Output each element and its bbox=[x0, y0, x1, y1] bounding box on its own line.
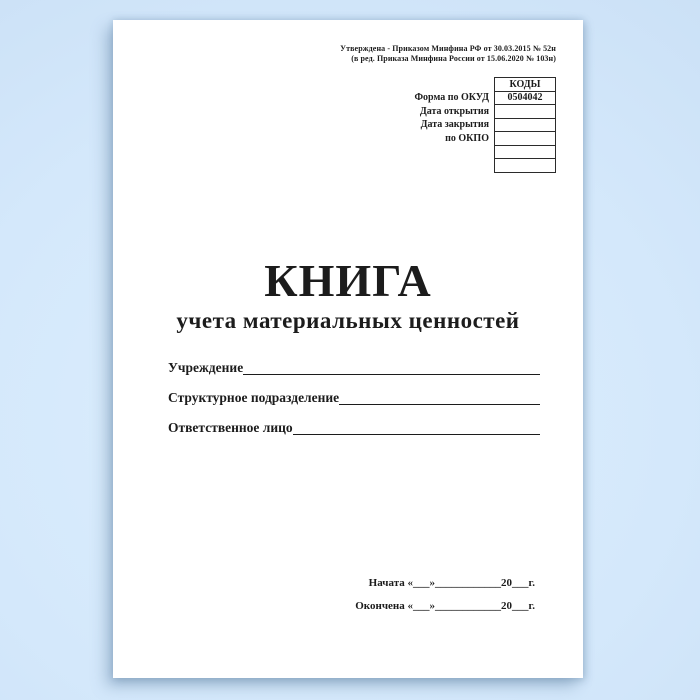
open-date-cell bbox=[495, 105, 556, 119]
empty-code-cell bbox=[495, 159, 556, 173]
responsible-person-field bbox=[168, 407, 540, 437]
table-row bbox=[414, 132, 555, 146]
table-row bbox=[414, 118, 555, 132]
page-subtitle: учета материальных ценностей bbox=[176, 308, 520, 333]
codes-row-label bbox=[414, 78, 494, 92]
okpo-code-cell bbox=[495, 132, 556, 146]
table-row bbox=[414, 78, 555, 92]
title-block bbox=[113, 255, 583, 334]
fill-in-fields bbox=[168, 347, 540, 437]
codes-row-label bbox=[414, 145, 494, 159]
book-cover-page bbox=[113, 20, 583, 678]
approval-line-2: (в ред. Приказа Минфина России от 15.06.2020 № 103н) bbox=[351, 53, 556, 63]
department-blank-line bbox=[339, 404, 540, 405]
approval-text bbox=[340, 44, 556, 63]
department-label: Структурное подразделение bbox=[168, 389, 340, 405]
dates-block bbox=[355, 577, 535, 613]
institution-label: Учреждение bbox=[168, 359, 244, 375]
page-title: КНИГА bbox=[264, 255, 432, 306]
okud-code-cell: 0504042 bbox=[495, 91, 556, 105]
started-date-line: Начата «___»____________20___г. bbox=[368, 577, 535, 589]
empty-code-cell bbox=[495, 145, 556, 159]
table-row bbox=[414, 105, 555, 119]
table-row bbox=[414, 91, 555, 105]
finished-date-line: Окончена «___»____________20___г. bbox=[355, 600, 535, 612]
codes-row-label bbox=[414, 159, 494, 173]
codes-row-label: Дата закрытия bbox=[420, 119, 489, 131]
codes-row-label: по ОКПО bbox=[445, 132, 489, 144]
responsible-person-blank-line bbox=[293, 434, 540, 435]
approval-line-1: Утверждена - Приказом Минфина РФ от 30.03.2015 № 52н bbox=[340, 44, 556, 53]
institution-blank-line bbox=[243, 374, 540, 375]
codes-row-label: Форма по ОКУД bbox=[414, 92, 489, 104]
codes-row-label: Дата открытия bbox=[419, 105, 489, 117]
institution-field bbox=[168, 347, 540, 377]
table-row bbox=[414, 145, 555, 159]
table-row bbox=[414, 159, 555, 173]
department-field bbox=[168, 377, 540, 407]
codes-table bbox=[414, 77, 556, 173]
codes-header-cell: КОДЫ bbox=[495, 78, 556, 92]
responsible-person-label: Ответственное лицо bbox=[168, 419, 293, 435]
close-date-cell bbox=[495, 118, 556, 132]
